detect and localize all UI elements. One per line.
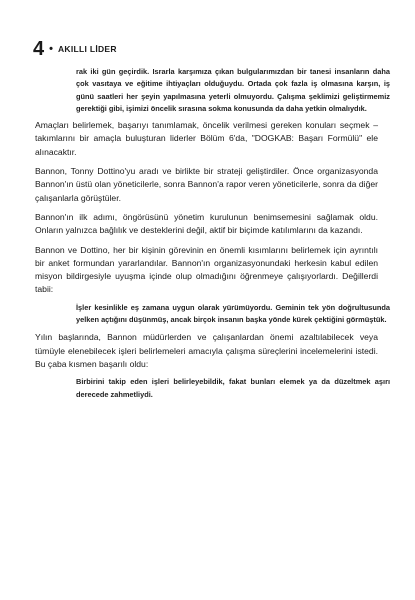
paragraph-4: Bannon ve Dottino, her bir kişinin görevinin en önemli kısımlarını belirlemek için ayrıntılı bir anket formundan yararlandılar. Bannon'ın organizasyonundaki herkesin kabul edilen misyon bildirgesiyle uyuşma içinde olup olmadığını öğrenmeye çalışıyorlardı. Değillerdi tabii:	[35, 244, 378, 295]
header-bullet: •	[49, 43, 53, 55]
paragraph-3: Bannon'ın ilk adımı, öngörüsünü yönetim kurulunun benimsemesini sağlamak oldu. Onların yalnızca bağlılık ve desteklerini değil, aktif bir biçimde katılımlarını da kazandı.	[35, 211, 378, 236]
block-quote-2: İşler kesinlikle eş zamana uygun olarak yürümüyordu. Geminin tek yön doğrultusunda yelken açtığını düşünmüş, ancak birçok insanın başka yönde kürek çektiğini görmüştük.	[76, 302, 390, 325]
paragraph-2: Bannon, Tonny Dottino'yu aradı ve birlikte bir strateji geliştirdiler. Önce organizasyonda Bannon'ın üstü olan yöneticilerle, sonra Bannon'a rapor veren yöneticilerle, sonra da diğer çalışanlarla görüştüler.	[35, 166, 378, 203]
paragraph-5: Yılın başlarında, Bannon müdürlerden ve çalışanlardan önemi azaltılabilecek veya tümüyle elenebilecek işleri belirlemeleri amacıyla çalışma süreçlerini incelemelerini istedi. Bu çaba kısmen başarılı oldu:	[35, 332, 378, 369]
page-header	[33, 38, 117, 61]
block-quote-3: Birbirini takip eden işleri belirleyebildik, fakat bunları elemek ya da düzeltmek aşırı derecede zahmetliydi.	[76, 377, 390, 399]
running-title: AKILLI LİDER	[57, 44, 117, 54]
paragraph-1: Amaçları belirlemek, başarıyı tanımlamak, öncelik verilmesi gereken konuları seçmek – takımlarını bir amaçla buluşturan liderler Bölüm 6'da, "DOGKAB: Başarı Formülü" ele alınacaktır.	[35, 120, 378, 157]
block-quote-1: rak iki gün geçirdik. Israrla karşımıza çıkan bulgularımızdan bir tanesi insanların daha çok vasıtaya ve eğitime ihtiyaçları olduğuydu. Ortada çok fazla iş olmasına karşın, iş günü saatleri her şeyin yapılmasına yeterli olmuyordu. Çalışma şeklimizi geliştirmemiz gerektiği gibi, işimizi öncelik sırasına sokma konusunda da daha yetkin olmalıydık.	[76, 67, 390, 113]
page-number: 4	[33, 38, 45, 60]
page-body	[35, 66, 390, 401]
